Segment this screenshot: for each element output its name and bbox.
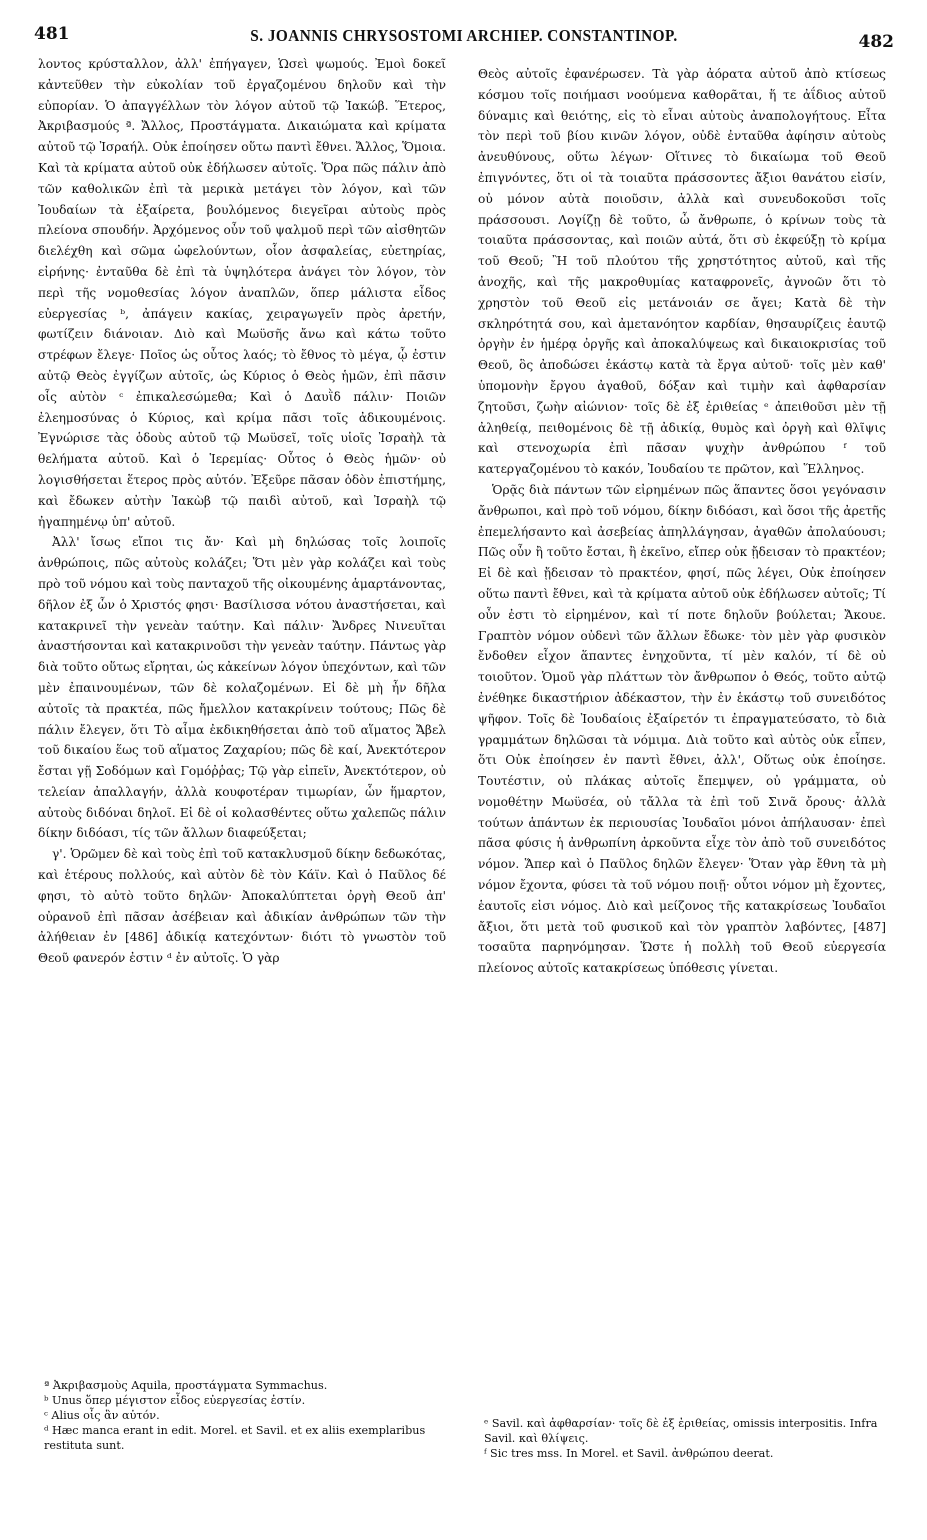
page-number-right: 482 xyxy=(858,32,894,52)
footnote-d: ᵈ Hæc manca erant in edit. Morel. et Savil. et ex aliis exemplaribus restituta sunt. xyxy=(44,1424,426,1452)
footnote-c: ᶜ Alius οἷς ἂν αὐτόν. xyxy=(44,1409,160,1422)
left-column xyxy=(38,54,446,969)
left-paragraph-2: Ἀλλ' ἴσως εἴποι τις ἄν· Καὶ μὴ δηλώσας τοῖς λοιποῖς ἀνθρώποις, πῶς αὐτοὺς κολάζει; Ὅτι μὲν γὰρ κολάζει καὶ τοὺς πρὸ τοῦ νόμου καὶ τοὺς πανταχοῦ τῆς οἰκουμένης ἁμαρτάνοντας, δῆλον ἐξ ὧν ὁ Χριστός φησι· Βασίλισσα νότου ἀναστήσεται, καὶ κατακρινεῖ τὴν γενεὰν ταύτην. Καὶ πάλιν· Ἄνδρες Νινευῖται ἀναστήσονται καὶ κατακρινοῦσι τὴν γενεὰν ταύτην. Πάντως γὰρ διὰ τοῦτο οὕτως εἴρηται, ὡς κἀκείνων λόγον ὑπεχόντων, καὶ τῶν μὲν ἐπαινουμένων, τῶν δὲ κολαζομένων. Εἰ δὲ μὴ ἦν δῆλα αὐτοῖς τὰ πρακτέα, πῶς ἤμελλον κατακρίνειν τούτους; Πῶς δὲ πάλιν ἔλεγεν, ὅτι Τὸ αἷμα ἐκδικηθήσεται ἀπὸ τοῦ αἵματος Ἄβελ τοῦ δικαίου ἕως τοῦ αἵματος Ζαχαρίου; πῶς δὲ καί, Ἀνεκτότερον ἔσται γῇ Σοδόμων καὶ Γομόῤῥας; Τῷ γὰρ εἰπεῖν, Ἀνεκτότερον, οὐ τελείαν ἀπαλλαγήν, ἀλλὰ κουφοτέραν τιμωρίαν, ὧν ἥμαρτον, αὐτοὺς διδόναι δηλοῖ. Εἰ δὲ οἱ κολασθέντες οὕτω χαλεπῶς πάλιν δίκην διδόασι, τίς τῶν ἄλλων διαφεύξεται; xyxy=(38,535,446,841)
footnote-f: ᶠ Sic tres mss. In Morel. et Savil. ἀνθρώπου deerat. xyxy=(484,1447,774,1460)
footnote-b: ᵇ Unus ὅπερ μέγιστον εἶδος εὐεργεσίας ἐστίν. xyxy=(44,1394,306,1407)
right-paragraph-2: Ὁρᾷς διὰ πάντων τῶν εἰρημένων πῶς ἅπαντες ὅσοι γεγόνασιν ἄνθρωποι, καὶ πρὸ τοῦ νόμου, δίκην διδόασι, καὶ ὅσοι τῆς ἀρετῆς ἐπεμελήσαντο καὶ ἀσεβείας ἀπηλλάγησαν, ἀγαθῶν ἀπολαύουσι; Πῶς οὖν ἢ τοῦτο ἔσται, ἢ ἐκεῖνο, εἴπερ οὐκ ᾔδεισαν τὸ πρακτέον; Εἰ δὲ καὶ ᾔδεισαν τὸ πρακτέον, φησί, πῶς λέγει, Οὐκ ἐποίησεν οὕτω παντὶ ἔθνει, καὶ τὰ κρίματα αὐτοῦ οὐκ ἐδήλωσεν αὐτοῖς; Τί οὖν ἐστι τὸ εἰρημένον, καὶ τί ποτε δηλοῦν βούλεται; Ἄκουε. Γραπτὸν νόμον οὐδενὶ τῶν ἄλλων ἔδωκε· τὸν μὲν γὰρ φυσικὸν ἔνδοθεν εἶχον ἅπαντες ἐνηχοῦντα, τί μὲν καλόν, τί δὲ οὐ τοιοῦτον. Ὁμοῦ γὰρ πλάττων τὸν ἄνθρωπον ὁ Θεός, τοῦτο αὐτῷ ἐνέθηκε δικαστήριον ἀδέκαστον, τὴν ἐν ἑκάστῳ τοῦ συνειδότος ψῆφον. Τοῖς δὲ Ἰουδαίοις ἐξαίρετόν τι ἐπραγματεύσατο, τὸ διὰ γραμμάτων δηλῶσαι τὰ νόμιμα. Διὰ τοῦτο καὶ αὐτὸς οὐκ εἶπεν, ὅτι Οὐκ ἐποίησεν ἐν παντὶ ἔθνει, ἀλλ', Οὕτως οὐκ ἐποίησε. Τουτέστιν, οὐ πλάκας αὐτοῖς ἔπεμψεν, οὐ γράμματα, οὐ νομοθέτην Μωϋσέα, οὐ τἄλλα τὰ ἐπὶ τοῦ Σινᾶ ὄρους· ἀλλὰ τούτων ἁπάντων ἐκ περιουσίας Ἰουδαῖοι μόνοι ἀπήλαυσαν· ἐπεὶ πᾶσα φύσις ἡ ἀνθρωπίνη ἀρκοῦντα εἶχε τὸν ἀπὸ τοῦ συνειδότος νόμον. Ἅπερ καὶ ὁ Παῦλος δηλῶν ἔλεγεν· Ὅταν γὰρ ἔθνη τὰ μὴ νόμον ἔχοντα, φύσει τὰ τοῦ νόμου ποιῇ· οὗτοι νόμον μὴ ἔχοντες, ἑαυτοῖς εἰσι νόμος. Διὸ καὶ μείζονος τῆς κατακρίσεως Ἰουδαῖοι ἄξιοι, ὅτι μετὰ τοῦ φυσικοῦ καὶ τὸν γραπτὸν λαβόντες, [487] τοσαῦτα παρηνόμησαν. Ὥστε ἡ πολλὴ τοῦ Θεοῦ εὐεργεσία πλείονος αὐτοῖς κατακρίσεως ὑπόθεσις γίνεται. xyxy=(478,482,886,976)
page-number-left: 481 xyxy=(34,24,70,44)
running-header xyxy=(34,18,894,58)
left-paragraph-1: λοντος κρύσταλλον, ἀλλ' ἐπήγαγεν, Ὡσεὶ ψωμούς. Ἐμοὶ δοκεῖ κἀντεῦθεν τὴν εὐκολίαν τοῦ ἐργαζομένου δηλοῦν καὶ τὴν εὐπορίαν. Ὁ ἀπαγγέλλων τὸν λόγον αὐτοῦ τῷ Ἰακώβ. Ἕτερος, Ἀκριβασμούς ª. Ἄλλος, Προστάγματα. Δικαιώματα καὶ κρίματα αὐτοῦ τῷ Ἰσραήλ. Οὐκ ἐποίησεν οὕτω παντὶ ἔθνει. Ἄλλος, Ὅμοια. Καὶ τὰ κρίματα αὐτοῦ οὐκ ἐδήλωσεν αὐτοῖς. Ὅρα πῶς πάλιν ἀπὸ τῶν καθολικῶν ἐπὶ τὰ μερικὰ μετάγει τὸν λόγον, καὶ τῶν Ἰουδαίων τὰ ἐξαίρετα, βουλόμενος διεγεῖραι αὐτοὺς πρὸς πλείονα σπουδήν. Ἀρχόμενος οὖν τοῦ ψαλμοῦ περὶ τῶν αἰσθητῶν διελέχθη καὶ σῶμα ὠφελούντων, οἷον ἀσφαλείας, εὐετηρίας, εἰρήνης· ἐνταῦθα δὲ ἐπὶ τὰ ὑψηλότερα ἀνάγει τὸν λόγον, τὸν περὶ τῆς νομοθεσίας λόγον ἀναπλῶν, ὅπερ μάλιστα εἶδος εὐεργεσίας ᵇ, ἀπάγειν κακίας, χειραγωγεῖν πρὸς ἀρετήν, φωτίζειν διάνοιαν. Διὸ καὶ Μωϋσῆς ἄνω καὶ κάτω τοῦτο στρέφων ἔλεγε· Ποῖος ὡς οὗτος λαός; τὸ ἔθνος τὸ μέγα, ᾧ ἐστιν αὐτῷ Θεὸς ἐγγίζων αὐτοῖς, ὡς Κύριος ὁ Θεὸς ἡμῶν, ἐπὶ πᾶσιν οἷς αὐτὸν ᶜ ἐπικαλεσώμεθα; Καὶ ὁ Δαυῒδ πάλιν· Ποιῶν ἐλεημοσύνας ὁ Κύριος, καὶ κρίμα πᾶσι τοῖς ἀδικουμένοις. Ἐγνώρισε τὰς ὁδοὺς αὐτοῦ τῷ Μωϋσεῖ, τοῖς υἱοῖς Ἰσραὴλ τὰ θελήματα αὐτοῦ. Καὶ ὁ Ἱερεμίας· Οὗτος ὁ Θεὸς ἡμῶν· οὐ λογισθήσεται ἕτερος πρὸς αὐτόν. Ἐξεῦρε πᾶσαν ὁδὸν ἐπιστήμης, καὶ ἔδωκεν αὐτὴν Ἰακὼβ τῷ παιδὶ αὐτοῦ, καὶ Ἰσραὴλ τῷ ἠγαπημένῳ ὑπ' αὐτοῦ. xyxy=(38,57,446,529)
footnotes-left xyxy=(44,1378,444,1453)
running-title: S. JOANNIS CHRYSOSTOMI ARCHIEP. CONSTANTINOP. xyxy=(250,26,678,45)
footnotes-right xyxy=(484,1416,884,1461)
footnote-a: ª Ἀκριβασμοὺς Aquila, προστάγματα Symmachus. xyxy=(44,1379,328,1392)
left-paragraph-3: γ'. Ὁρῶμεν δὲ καὶ τοὺς ἐπὶ τοῦ κατακλυσμοῦ δίκην δεδωκότας, καὶ ἑτέρους πολλούς, καὶ αὐτὸν δὲ τὸν Κάϊν. Καὶ ὁ Παῦλος δέ φησι, τὸ αὐτὸ τοῦτο δηλῶν· Ἀποκαλύπτεται ὀργὴ Θεοῦ ἀπ' οὐρανοῦ ἐπὶ πᾶσαν ἀσέβειαν καὶ ἀδικίαν ἀνθρώπων τῶν τὴν ἀλήθειαν ἐν [486] ἀδικίᾳ κατεχόντων· διότι τὸ γνωστὸν τοῦ Θεοῦ φανερόν ἐστιν ᵈ ἐν αὐτοῖς. Ὁ γὰρ xyxy=(38,847,446,966)
right-paragraph-1: Θεὸς αὐτοῖς ἐφανέρωσεν. Τὰ γὰρ ἀόρατα αὐτοῦ ἀπὸ κτίσεως κόσμου τοῖς ποιήμασι νοούμενα καθορᾶται, ἥ τε ἀΐδιος αὐτοῦ δύναμις καὶ θειότης, εἰς τὸ εἶναι αὐτοὺς ἀναπολογήτους. Εἶτα τὸν περὶ τοῦ βίου κινῶν λόγον, οὐδὲ ἐνταῦθα ἀφίησιν αὐτοὺς ἀνευθύνους, οὕτω λέγων· Οἵτινες τὸ δικαίωμα τοῦ Θεοῦ ἐπιγνόντες, ὅτι οἱ τὰ τοιαῦτα πράσσοντες ἄξιοι θανάτου εἰσίν, οὐ μόνον αὐτὰ ποιοῦσιν, ἀλλὰ καὶ συνευδοκοῦσι τοῖς πράσσουσι. Λογίζῃ δὲ τοῦτο, ὦ ἄνθρωπε, ὁ κρίνων τοὺς τὰ τοιαῦτα πράσσοντας, καὶ ποιῶν αὐτά, ὅτι σὺ ἐκφεύξῃ τὸ κρίμα τοῦ Θεοῦ; Ἢ τοῦ πλούτου τῆς χρηστότητος αὐτοῦ, καὶ τῆς ἀνοχῆς, καὶ τῆς μακροθυμίας καταφρονεῖς, ἀγνοῶν ὅτι τὸ χρηστὸν τοῦ Θεοῦ εἰς μετάνοιάν σε ἄγει; Κατὰ δὲ τὴν σκληρότητά σου, καὶ ἀμετανόητον καρδίαν, θησαυρίζεις ἑαυτῷ ὀργὴν ἐν ἡμέρᾳ ὀργῆς καὶ ἀποκαλύψεως καὶ δικαιοκρισίας τοῦ Θεοῦ, ὃς ἀποδώσει ἑκάστῳ κατὰ τὰ ἔργα αὐτοῦ· τοῖς μὲν καθ' ὑπομονὴν ἔργου ἀγαθοῦ, δόξαν καὶ τιμὴν καὶ ἀφθαρσίαν ζητοῦσι, ζωὴν αἰώνιον· τοῖς δὲ ἐξ ἐριθείας ᵉ ἀπειθοῦσι μὲν τῇ ἀληθείᾳ, πειθομένοις δὲ τῇ ἀδικίᾳ, θυμὸς καὶ ὀργὴ καὶ θλῖψις καὶ στενοχωρία ἐπὶ πᾶσαν ψυχὴν ἀνθρώπου ᶠ τοῦ κατεργαζομένου τὸ κακόν, Ἰουδαίου τε πρῶτον, καὶ Ἕλληνος. xyxy=(478,67,886,477)
right-column xyxy=(478,64,886,979)
footnote-e: ᵉ Savil. καὶ ἀφθαρσίαν· τοῖς δὲ ἐξ ἐριθείας, omissis interpositis. Infra Savil. καὶ θλίψεις. xyxy=(484,1417,878,1445)
